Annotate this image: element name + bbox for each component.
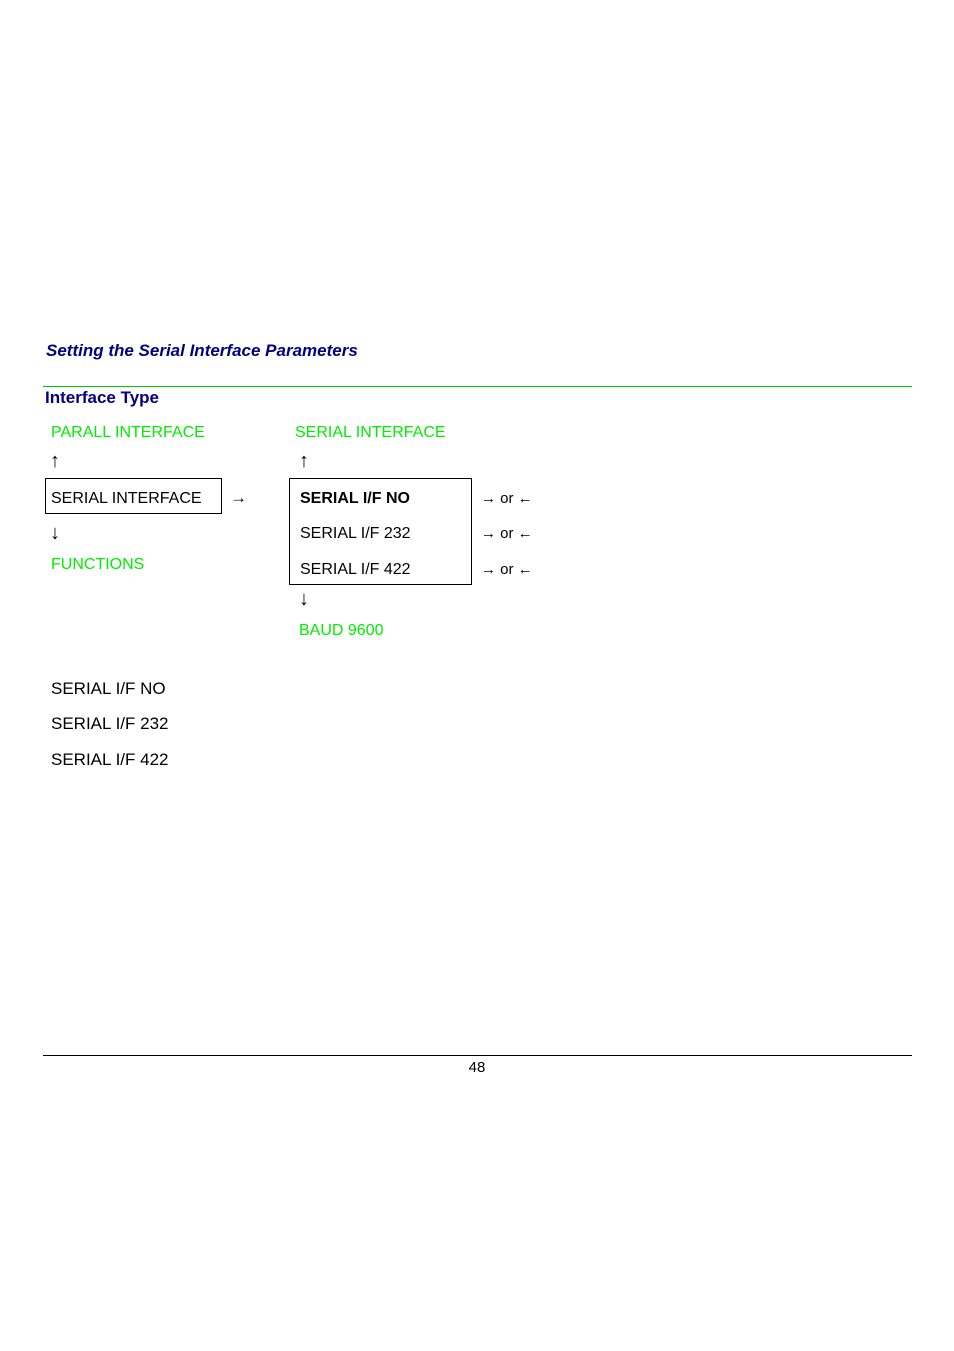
down-arrow-icon: ↓ (50, 522, 60, 544)
options-box (289, 478, 472, 585)
menu-right-above-item: SERIAL INTERFACE (295, 424, 446, 441)
footer-divider (43, 1055, 912, 1056)
up-arrow-icon: ↑ (50, 450, 60, 472)
section-title: Setting the Serial Interface Parameters (46, 341, 358, 360)
menu-left-above-item: PARALL INTERFACE (51, 424, 205, 441)
option-serial-232: SERIAL I/F 232 (300, 525, 411, 542)
option-serial-no: SERIAL I/F NO (300, 490, 410, 507)
up-arrow-icon: ↑ (299, 450, 309, 472)
menu-left-below-item: FUNCTIONS (51, 556, 145, 573)
nav-hint: → or ← (481, 525, 533, 542)
subsection-title: Interface Type (45, 388, 160, 407)
section-divider (43, 386, 912, 387)
page-number: 48 (468, 1059, 486, 1076)
down-arrow-icon: ↓ (299, 588, 309, 610)
nav-hint: → or ← (481, 561, 533, 578)
description-serial-232: SERIAL I/F 232 (51, 714, 169, 733)
menu-right-below-item: BAUD 9600 (299, 622, 384, 639)
description-serial-no: SERIAL I/F NO (51, 679, 166, 698)
option-serial-422: SERIAL I/F 422 (300, 561, 411, 578)
nav-hint: → or ← (481, 490, 533, 507)
right-arrow-icon: → (230, 488, 247, 507)
current-menu-box (45, 478, 222, 514)
description-serial-422: SERIAL I/F 422 (51, 750, 169, 769)
current-menu-item: SERIAL INTERFACE (51, 490, 202, 507)
